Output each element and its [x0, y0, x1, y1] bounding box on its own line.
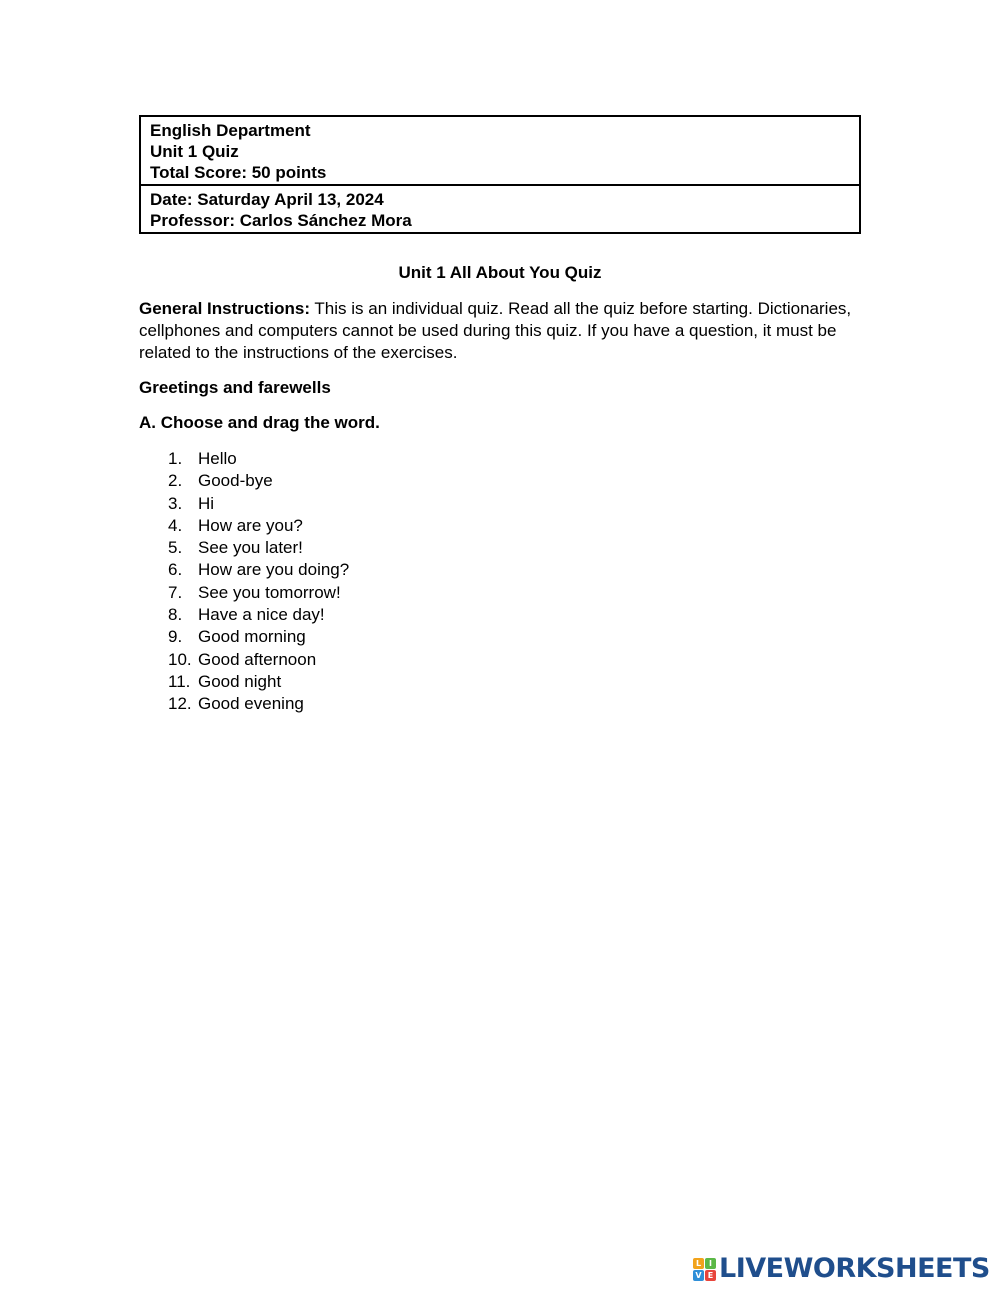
list-item-word: Good evening: [198, 694, 304, 714]
list-item-word: Good afternoon: [198, 649, 317, 669]
department-line: English Department: [150, 121, 311, 140]
list-item-number: 10.: [168, 649, 192, 669]
list-item-word: See you tomorrow!: [198, 582, 341, 602]
list-item: [139, 537, 349, 559]
section-heading: Greetings and farewells: [139, 378, 331, 397]
list-item: [139, 470, 349, 492]
header-info-table: [139, 115, 861, 234]
logo-tile: V: [693, 1270, 704, 1281]
list-item-word: Have a nice day!: [198, 605, 325, 625]
list-item-number: 7.: [168, 582, 183, 602]
logo-tile: E: [705, 1270, 716, 1281]
quiz-name-line: Unit 1 Quiz: [150, 142, 239, 161]
list-item-number: 1.: [168, 449, 183, 468]
list-item: [139, 671, 349, 693]
logo-tile: I: [705, 1258, 716, 1269]
list-item-number: 12.: [168, 694, 192, 714]
total-score-line: Total Score: 50 points: [150, 163, 327, 182]
instructions-text: This is an individual quiz. Read all the quiz before starting. Dictionaries, cellphones and computers cannot be used during this quiz. If you have a question, it must be related to the instructions of the exercises.: [139, 299, 852, 362]
header-cell-course: [141, 117, 859, 184]
list-item: [139, 448, 349, 470]
instructions-label: General Instructions:: [139, 299, 310, 318]
list-item-word: Hi: [198, 493, 215, 513]
list-item: [139, 604, 349, 626]
list-item-number: 8.: [168, 605, 183, 625]
exercise-heading: A. Choose and drag the word.: [139, 413, 380, 432]
list-item: [139, 626, 349, 648]
logo-tiles-icon: [693, 1258, 716, 1281]
list-item-word: See you later!: [198, 538, 303, 558]
list-item-number: 5.: [168, 538, 183, 558]
quiz-title: Unit 1 All About You Quiz: [398, 263, 602, 282]
word-list: [139, 448, 349, 716]
list-item: [139, 582, 349, 604]
list-item: [139, 693, 349, 715]
professor-line: Professor: Carlos Sánchez Mora: [150, 211, 412, 230]
list-item-number: 3.: [168, 493, 183, 513]
list-item-number: 11.: [168, 671, 191, 691]
list-item-number: 2.: [168, 471, 183, 491]
list-item-word: How are you doing?: [198, 560, 350, 580]
general-instructions: [139, 298, 861, 364]
list-item: [139, 493, 349, 515]
logo-text: LIVEWORKSHEETS: [719, 1253, 990, 1284]
list-item: [139, 515, 349, 537]
list-item-word: Good morning: [198, 627, 306, 647]
list-item-number: 4.: [168, 515, 183, 535]
list-item-number: 9.: [168, 627, 183, 647]
list-item-word: Good night: [198, 671, 282, 691]
list-item: [139, 559, 349, 581]
list-item-word: Good-bye: [198, 471, 273, 491]
list-item-number: 6.: [168, 560, 183, 580]
logo-tile: L: [693, 1258, 704, 1269]
liveworksheets-logo: [693, 1253, 990, 1284]
list-item: [139, 649, 349, 671]
header-cell-date: [141, 184, 859, 232]
list-item-word: How are you?: [198, 515, 303, 535]
date-line: Date: Saturday April 13, 2024: [150, 190, 384, 209]
list-item-word: Hello: [198, 449, 237, 468]
